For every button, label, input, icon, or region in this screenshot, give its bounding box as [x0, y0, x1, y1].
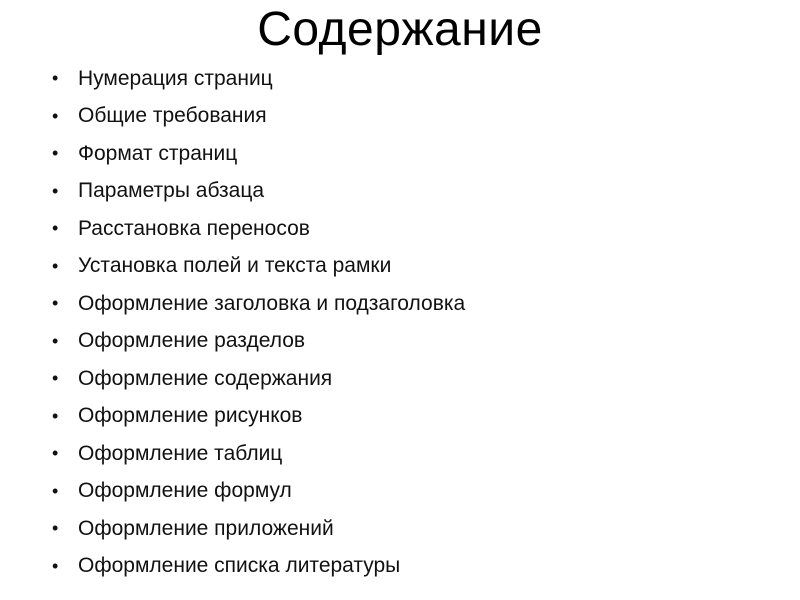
- bullet-icon: •: [52, 293, 59, 314]
- list-item: [52, 60, 465, 98]
- bullet-icon: •: [52, 368, 59, 389]
- list-item: [52, 173, 465, 211]
- table-of-contents-list: [52, 60, 465, 585]
- list-item-label: Оформление приложений: [78, 516, 334, 540]
- bullet-icon: •: [52, 218, 59, 239]
- list-item-label: Оформление заголовка и подзаголовка: [78, 291, 466, 315]
- list-item-label: Нумерация страниц: [78, 66, 273, 90]
- list-item-label: Расстановка переносов: [78, 216, 310, 240]
- list-item: [52, 135, 465, 173]
- list-item-label: Общие требования: [78, 104, 267, 128]
- list-item: [52, 210, 465, 248]
- bullet-icon: •: [52, 180, 59, 201]
- bullet-icon: •: [52, 518, 59, 539]
- list-item: [52, 248, 465, 286]
- list-item: [52, 360, 465, 398]
- bullet-icon: •: [52, 330, 59, 351]
- list-item: [52, 435, 465, 473]
- bullet-icon: •: [52, 405, 59, 426]
- bullet-icon: •: [52, 480, 59, 501]
- list-item-label: Оформление таблиц: [78, 441, 283, 465]
- list-item: [52, 323, 465, 361]
- list-item: [52, 285, 465, 323]
- bullet-icon: •: [52, 255, 59, 276]
- list-item-label: Оформление разделов: [78, 329, 306, 353]
- list-item-label: Оформление рисунков: [78, 404, 303, 428]
- bullet-icon: •: [52, 443, 59, 464]
- bullet-icon: •: [52, 555, 59, 576]
- list-item: [52, 548, 465, 586]
- list-item-label: Оформление формул: [78, 479, 292, 503]
- list-item-label: Формат страниц: [78, 141, 238, 165]
- list-item-label: Оформление списка литературы: [78, 554, 401, 578]
- list-item: [52, 473, 465, 511]
- bullet-icon: •: [52, 68, 59, 89]
- list-item-label: Параметры абзаца: [78, 179, 265, 203]
- list-item: [52, 398, 465, 436]
- list-item: [52, 510, 465, 548]
- bullet-icon: •: [52, 143, 59, 164]
- list-item-label: Установка полей и текста рамки: [78, 254, 392, 278]
- list-item-label: Оформление содержания: [78, 366, 333, 390]
- slide-title: Содержание: [257, 3, 543, 56]
- bullet-icon: •: [52, 105, 59, 126]
- list-item: [52, 98, 465, 136]
